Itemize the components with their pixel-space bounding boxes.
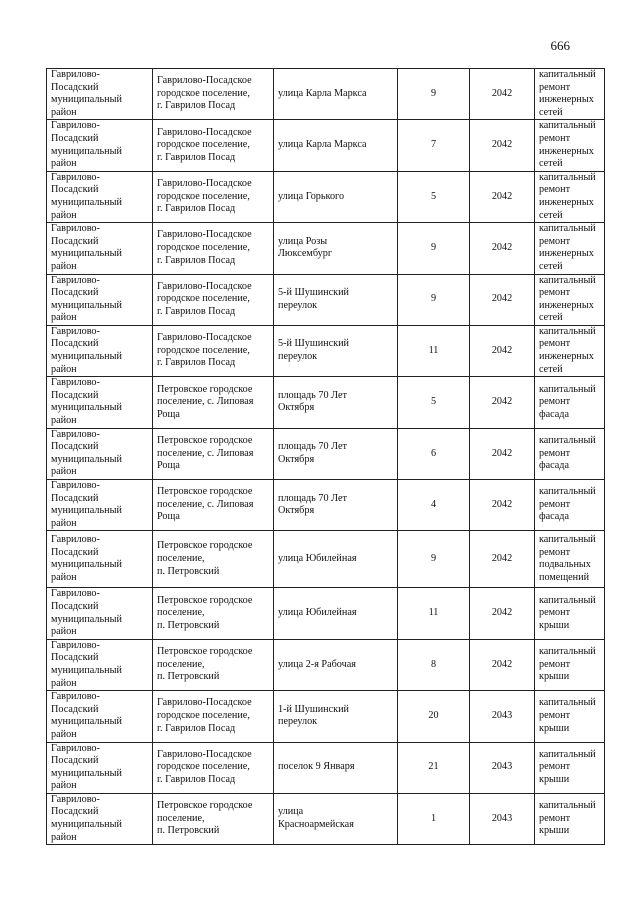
street-cell [274,377,398,428]
district-cell-line: Гаврилово- [51,793,100,805]
settlement-cell [153,223,274,274]
settlement-cell-line: п. Петровский [157,671,220,683]
year-cell: 2042 [470,377,535,428]
house-number-cell: 9 [398,223,470,274]
street-cell-line: улица Горького [278,190,345,202]
table-row [47,588,605,639]
district-cell-line: район [51,106,77,118]
settlement-cell-line: городское поселение, [157,761,250,773]
housing-repair-table [46,68,605,845]
district-cell-line: Посадский [51,492,99,504]
house-number-cell: 7 [398,120,470,171]
work-type-cell-line: инженерных [539,145,594,157]
house-number-cell: 21 [398,742,470,793]
district-cell-line: Посадский [51,755,99,767]
district-cell-line: район [51,626,77,638]
work-type-cell [535,639,605,690]
settlement-cell-line: городское поселение, [157,139,250,151]
settlement-cell-line: городское поселение, [157,87,250,99]
work-type-cell-line: капитальный [539,594,596,606]
house-number-cell: 5 [398,171,470,222]
work-type-cell-line: капитальный [539,325,596,337]
district-cell-line: район [51,158,77,170]
district-cell-line: район [51,517,77,529]
settlement-cell-line: поселение, с. Липовая [157,447,254,459]
work-type-cell [535,120,605,171]
settlement-cell [153,325,274,376]
settlement-cell-line: Петровское городское [157,486,253,498]
year-cell: 2042 [470,428,535,479]
district-cell-line: Посадский [51,184,99,196]
district-cell-line: муниципальный [51,767,122,779]
settlement-cell-line: Петровское городское [157,540,253,552]
work-type-cell-line: сетей [539,312,563,324]
table-row [47,274,605,325]
settlement-cell-line: Гаврилово-Посадское [157,697,252,709]
year-cell: 2043 [470,742,535,793]
district-cell [47,531,153,588]
house-number-cell: 9 [398,69,470,120]
year-cell: 2042 [470,531,535,588]
street-cell-line: улица Розы [278,235,328,247]
district-cell-line: район [51,209,77,221]
page-number: 666 [550,38,570,53]
work-type-cell [535,171,605,222]
district-cell-line: муниципальный [51,613,122,625]
district-cell [47,588,153,639]
street-cell [274,69,398,120]
district-cell [47,639,153,690]
work-type-cell-line: ремонт [539,287,571,299]
settlement-cell [153,691,274,742]
district-cell-line: муниципальный [51,559,122,571]
settlement-cell-line: п. Петровский [157,825,220,837]
work-type-cell-line: ремонт [539,184,571,196]
settlement-cell-line: Петровское городское [157,800,253,812]
district-cell-line: Посадский [51,806,99,818]
settlement-cell-line: Петровское городское [157,646,253,658]
work-type-cell-line: ремонт [539,235,571,247]
district-cell-line: Гаврилово- [51,325,100,337]
work-type-cell-line: капитальный [539,69,596,80]
street-cell [274,223,398,274]
street-cell [274,691,398,742]
district-cell-line: район [51,571,77,583]
work-type-cell [535,691,605,742]
year-cell: 2042 [470,274,535,325]
work-type-cell-line: капитальный [539,486,596,498]
table-row [47,223,605,274]
street-cell-line: 1-й Шушинский [278,703,349,715]
district-cell-line: Гаврилово- [51,428,100,440]
settlement-cell-line: Роща [157,460,180,472]
street-cell-line: улица Юбилейная [278,607,357,619]
settlement-cell-line: Гаврилово-Посадское [157,126,252,138]
house-number-cell: 5 [398,377,470,428]
street-cell-line: 5-й Шушинский [278,287,349,299]
work-type-cell-line: капитальный [539,274,596,286]
house-number-cell: 6 [398,428,470,479]
year-cell: 2042 [470,171,535,222]
district-cell [47,171,153,222]
street-cell-line: Октября [278,505,315,517]
district-cell-line: район [51,677,77,689]
house-number-cell: 8 [398,639,470,690]
work-type-cell [535,223,605,274]
settlement-cell [153,274,274,325]
settlement-cell-line: поселение, [157,658,205,670]
work-type-cell [535,588,605,639]
district-cell-line: муниципальный [51,664,122,676]
street-cell-line: Октября [278,453,315,465]
district-cell-line: Посадский [51,441,99,453]
house-number-cell: 1 [398,793,470,844]
street-cell-line: улица Юбилейная [278,553,357,565]
settlement-cell-line: Гаврилово-Посадское [157,229,252,241]
settlement-cell [153,531,274,588]
work-type-cell-line: капитальный [539,434,596,446]
district-cell [47,377,153,428]
district-cell-line: Посадский [51,652,99,664]
district-cell-line: Гаврилово- [51,691,100,703]
work-type-cell-line: инженерных [539,94,594,106]
district-cell-line: муниципальный [51,94,122,106]
district-cell-line: муниципальный [51,351,122,363]
work-type-cell-line: капитальный [539,120,596,132]
district-cell-line: Гаврилово- [51,69,100,80]
district-cell [47,428,153,479]
work-type-cell-line: сетей [539,209,563,221]
district-cell-line: муниципальный [51,196,122,208]
district-cell-line: Гаврилово- [51,171,100,183]
work-type-cell-line: ремонт фасада [539,396,571,420]
district-cell-line: Гаврилово- [51,120,100,132]
street-cell-line: площадь 70 Лет [278,389,347,401]
settlement-cell-line: Роща [157,511,180,523]
work-type-cell-line: капитальный [539,697,596,709]
settlement-cell-line: п. Петровский [157,619,220,631]
table-row [47,171,605,222]
street-cell-line: поселок 9 Января [278,761,355,773]
table-row [47,639,605,690]
settlement-cell-line: городское поселение, [157,710,250,722]
year-cell: 2042 [470,120,535,171]
district-cell [47,274,153,325]
street-cell [274,480,398,531]
house-number-cell: 20 [398,691,470,742]
settlement-cell-line: городское поселение, [157,242,250,254]
district-cell-line: муниципальный [51,505,122,517]
district-cell-line: муниципальный [51,299,122,311]
work-type-cell-line: ремонт крыши [539,607,571,631]
district-cell [47,120,153,171]
year-cell: 2042 [470,480,535,531]
work-type-cell-line: капитальный [539,223,596,235]
work-type-cell-line: инженерных [539,299,594,311]
settlement-cell-line: Роща [157,408,180,420]
work-type-cell-line: сетей [539,106,563,118]
work-type-cell-line: сетей [539,363,563,375]
settlement-cell-line: г. Гаврилов Посад [157,203,236,215]
street-cell [274,120,398,171]
district-cell-line: Посадский [51,235,99,247]
district-cell-line: район [51,728,77,740]
settlement-cell-line: г. Гаврилов Посад [157,254,236,266]
district-cell [47,793,153,844]
table-row [47,428,605,479]
street-cell-line: переулок [278,299,318,311]
house-number-cell: 9 [398,531,470,588]
settlement-cell-line: г. Гаврилов Посад [157,357,236,369]
settlement-cell-line: поселение, [157,553,205,565]
year-cell: 2043 [470,691,535,742]
table-row [47,325,605,376]
table-row [47,691,605,742]
street-cell [274,171,398,222]
district-cell [47,742,153,793]
settlement-cell-line: г. Гаврилов Посад [157,722,236,734]
district-cell-line: Посадский [51,546,99,558]
district-cell-line: Гаврилово- [51,588,100,600]
district-cell-line: район [51,363,77,375]
work-type-cell-line: ремонт [539,546,571,558]
work-type-cell-line: сетей [539,158,563,170]
work-type-cell-line: ремонт крыши [539,710,571,734]
settlement-cell-line: городское поселение, [157,344,250,356]
settlement-cell-line: Гаврилово-Посадское [157,332,252,344]
district-cell [47,223,153,274]
settlement-cell-line: Петровское городское [157,383,253,395]
district-cell-line: Гаврилово- [51,480,100,491]
house-number-cell: 4 [398,480,470,531]
year-cell: 2042 [470,223,535,274]
settlement-cell-line: поселение, [157,607,205,619]
work-type-cell-line: инженерных [539,351,594,363]
district-cell-line: муниципальный [51,819,122,831]
street-cell [274,639,398,690]
district-cell-line: Гаврилово- [51,742,100,754]
work-type-cell [535,793,605,844]
year-cell: 2042 [470,325,535,376]
work-type-cell [535,377,605,428]
settlement-cell-line: Гаврилово-Посадское [157,75,252,87]
work-type-cell-line: ремонт фасада [539,447,571,472]
street-cell [274,793,398,844]
district-cell-line: муниципальный [51,248,122,260]
street-cell-line: переулок [278,716,318,728]
settlement-cell [153,742,274,793]
work-type-cell-line: ремонт [539,81,571,93]
table-row [47,69,605,120]
district-cell [47,325,153,376]
settlement-cell-line: Гаврилово-Посадское [157,280,252,292]
settlement-cell [153,480,274,531]
settlement-cell-line: поселение, с. Липовая [157,396,254,408]
work-type-cell-line: ремонт крыши [539,761,571,785]
district-cell-line: район [51,466,77,478]
table-row [47,793,605,844]
district-cell-line: муниципальный [51,716,122,728]
district-cell-line: муниципальный [51,402,122,414]
street-cell [274,325,398,376]
settlement-cell-line: городское поселение, [157,293,250,305]
street-cell [274,274,398,325]
year-cell: 2042 [470,69,535,120]
table-row [47,120,605,171]
district-cell-line: Посадский [51,81,99,93]
settlement-cell-line: г. Гаврилов Посад [157,100,236,112]
work-type-cell [535,325,605,376]
district-cell-line: Гаврилово- [51,274,100,286]
district-cell-line: Посадский [51,132,99,144]
work-type-cell-line: подвальных [539,559,591,571]
work-type-cell [535,274,605,325]
district-cell [47,691,153,742]
settlement-cell [153,377,274,428]
year-cell: 2043 [470,793,535,844]
settlement-cell [153,793,274,844]
settlement-cell-line: г. Гаврилов Посад [157,773,236,785]
street-cell-line: Красноармейская [278,819,354,831]
work-type-cell [535,742,605,793]
work-type-cell-line: инженерных [539,248,594,260]
work-type-cell-line: капитальный [539,800,596,812]
work-type-cell-line: ремонт крыши [539,658,571,683]
street-cell [274,588,398,639]
settlement-cell [153,69,274,120]
year-cell: 2042 [470,588,535,639]
street-cell-line: улица [278,806,304,818]
street-cell-line: Октября [278,402,315,414]
street-cell-line: площадь 70 Лет [278,441,347,453]
street-cell-line: Люксембург [278,248,332,260]
district-cell-line: Посадский [51,389,99,401]
table-row [47,742,605,793]
table-row [47,531,605,588]
district-cell [47,69,153,120]
street-cell [274,742,398,793]
house-number-cell: 9 [398,274,470,325]
work-type-cell [535,428,605,479]
district-cell [47,480,153,531]
settlement-cell-line: Гаврилово-Посадское [157,178,252,190]
work-type-cell-line: капитальный [539,383,596,395]
house-number-cell: 11 [398,588,470,639]
street-cell-line: 5-й Шушинский [278,338,349,350]
work-type-cell-line: капитальный [539,646,596,658]
street-cell-line: улица Карла Маркса [278,139,367,151]
work-type-cell-line: ремонт [539,338,571,350]
settlement-cell-line: поселение, с. Липовая [157,498,254,510]
settlement-cell [153,588,274,639]
street-cell [274,531,398,588]
settlement-cell [153,639,274,690]
work-type-cell-line: ремонт [539,132,571,144]
street-cell-line: площадь 70 Лет [278,492,347,504]
work-type-cell-line: капитальный [539,748,596,760]
street-cell-line: улица Карла Маркса [278,87,367,99]
district-cell-line: район [51,831,77,843]
district-cell-line: район [51,260,77,272]
settlement-cell-line: поселение, [157,812,205,824]
settlement-cell-line: г. Гаврилов Посад [157,305,236,317]
district-cell-line: Посадский [51,338,99,350]
settlement-cell-line: городское поселение, [157,190,250,202]
district-cell-line: район [51,415,77,427]
district-cell-line: Гаврилово- [51,223,100,235]
settlement-cell-line: Гаврилово-Посадское [157,748,252,760]
year-cell: 2042 [470,639,535,690]
district-cell-line: Гаврилово- [51,534,100,546]
district-cell-line: район [51,780,77,792]
district-cell-line: муниципальный [51,145,122,157]
house-number-cell: 11 [398,325,470,376]
work-type-cell-line: ремонт фасада [539,498,571,523]
district-cell-line: Гаврилово- [51,377,100,389]
settlement-cell [153,171,274,222]
district-cell-line: Посадский [51,600,99,612]
work-type-cell-line: капитальный [539,171,596,183]
table-row [47,377,605,428]
work-type-cell-line: помещений [539,571,590,583]
work-type-cell-line: инженерных [539,196,594,208]
table-body [47,69,605,845]
street-cell-line: переулок [278,351,318,363]
work-type-cell [535,69,605,120]
district-cell-line: Посадский [51,703,99,715]
table-row [47,480,605,531]
district-cell-line: район [51,312,77,324]
settlement-cell [153,120,274,171]
street-cell [274,428,398,479]
district-cell-line: муниципальный [51,453,122,465]
work-type-cell-line: капитальный [539,534,596,546]
settlement-cell-line: Петровское городское [157,594,253,606]
settlement-cell-line: Петровское городское [157,434,253,446]
street-cell-line: улица 2-я Рабочая [278,658,356,670]
settlement-cell [153,428,274,479]
work-type-cell [535,480,605,531]
district-cell-line: Посадский [51,287,99,299]
work-type-cell [535,531,605,588]
work-type-cell-line: ремонт крыши [539,812,571,837]
work-type-cell-line: сетей [539,260,563,272]
settlement-cell-line: п. Петровский [157,565,220,577]
district-cell-line: Гаврилово- [51,639,100,651]
settlement-cell-line: г. Гаврилов Посад [157,151,236,163]
